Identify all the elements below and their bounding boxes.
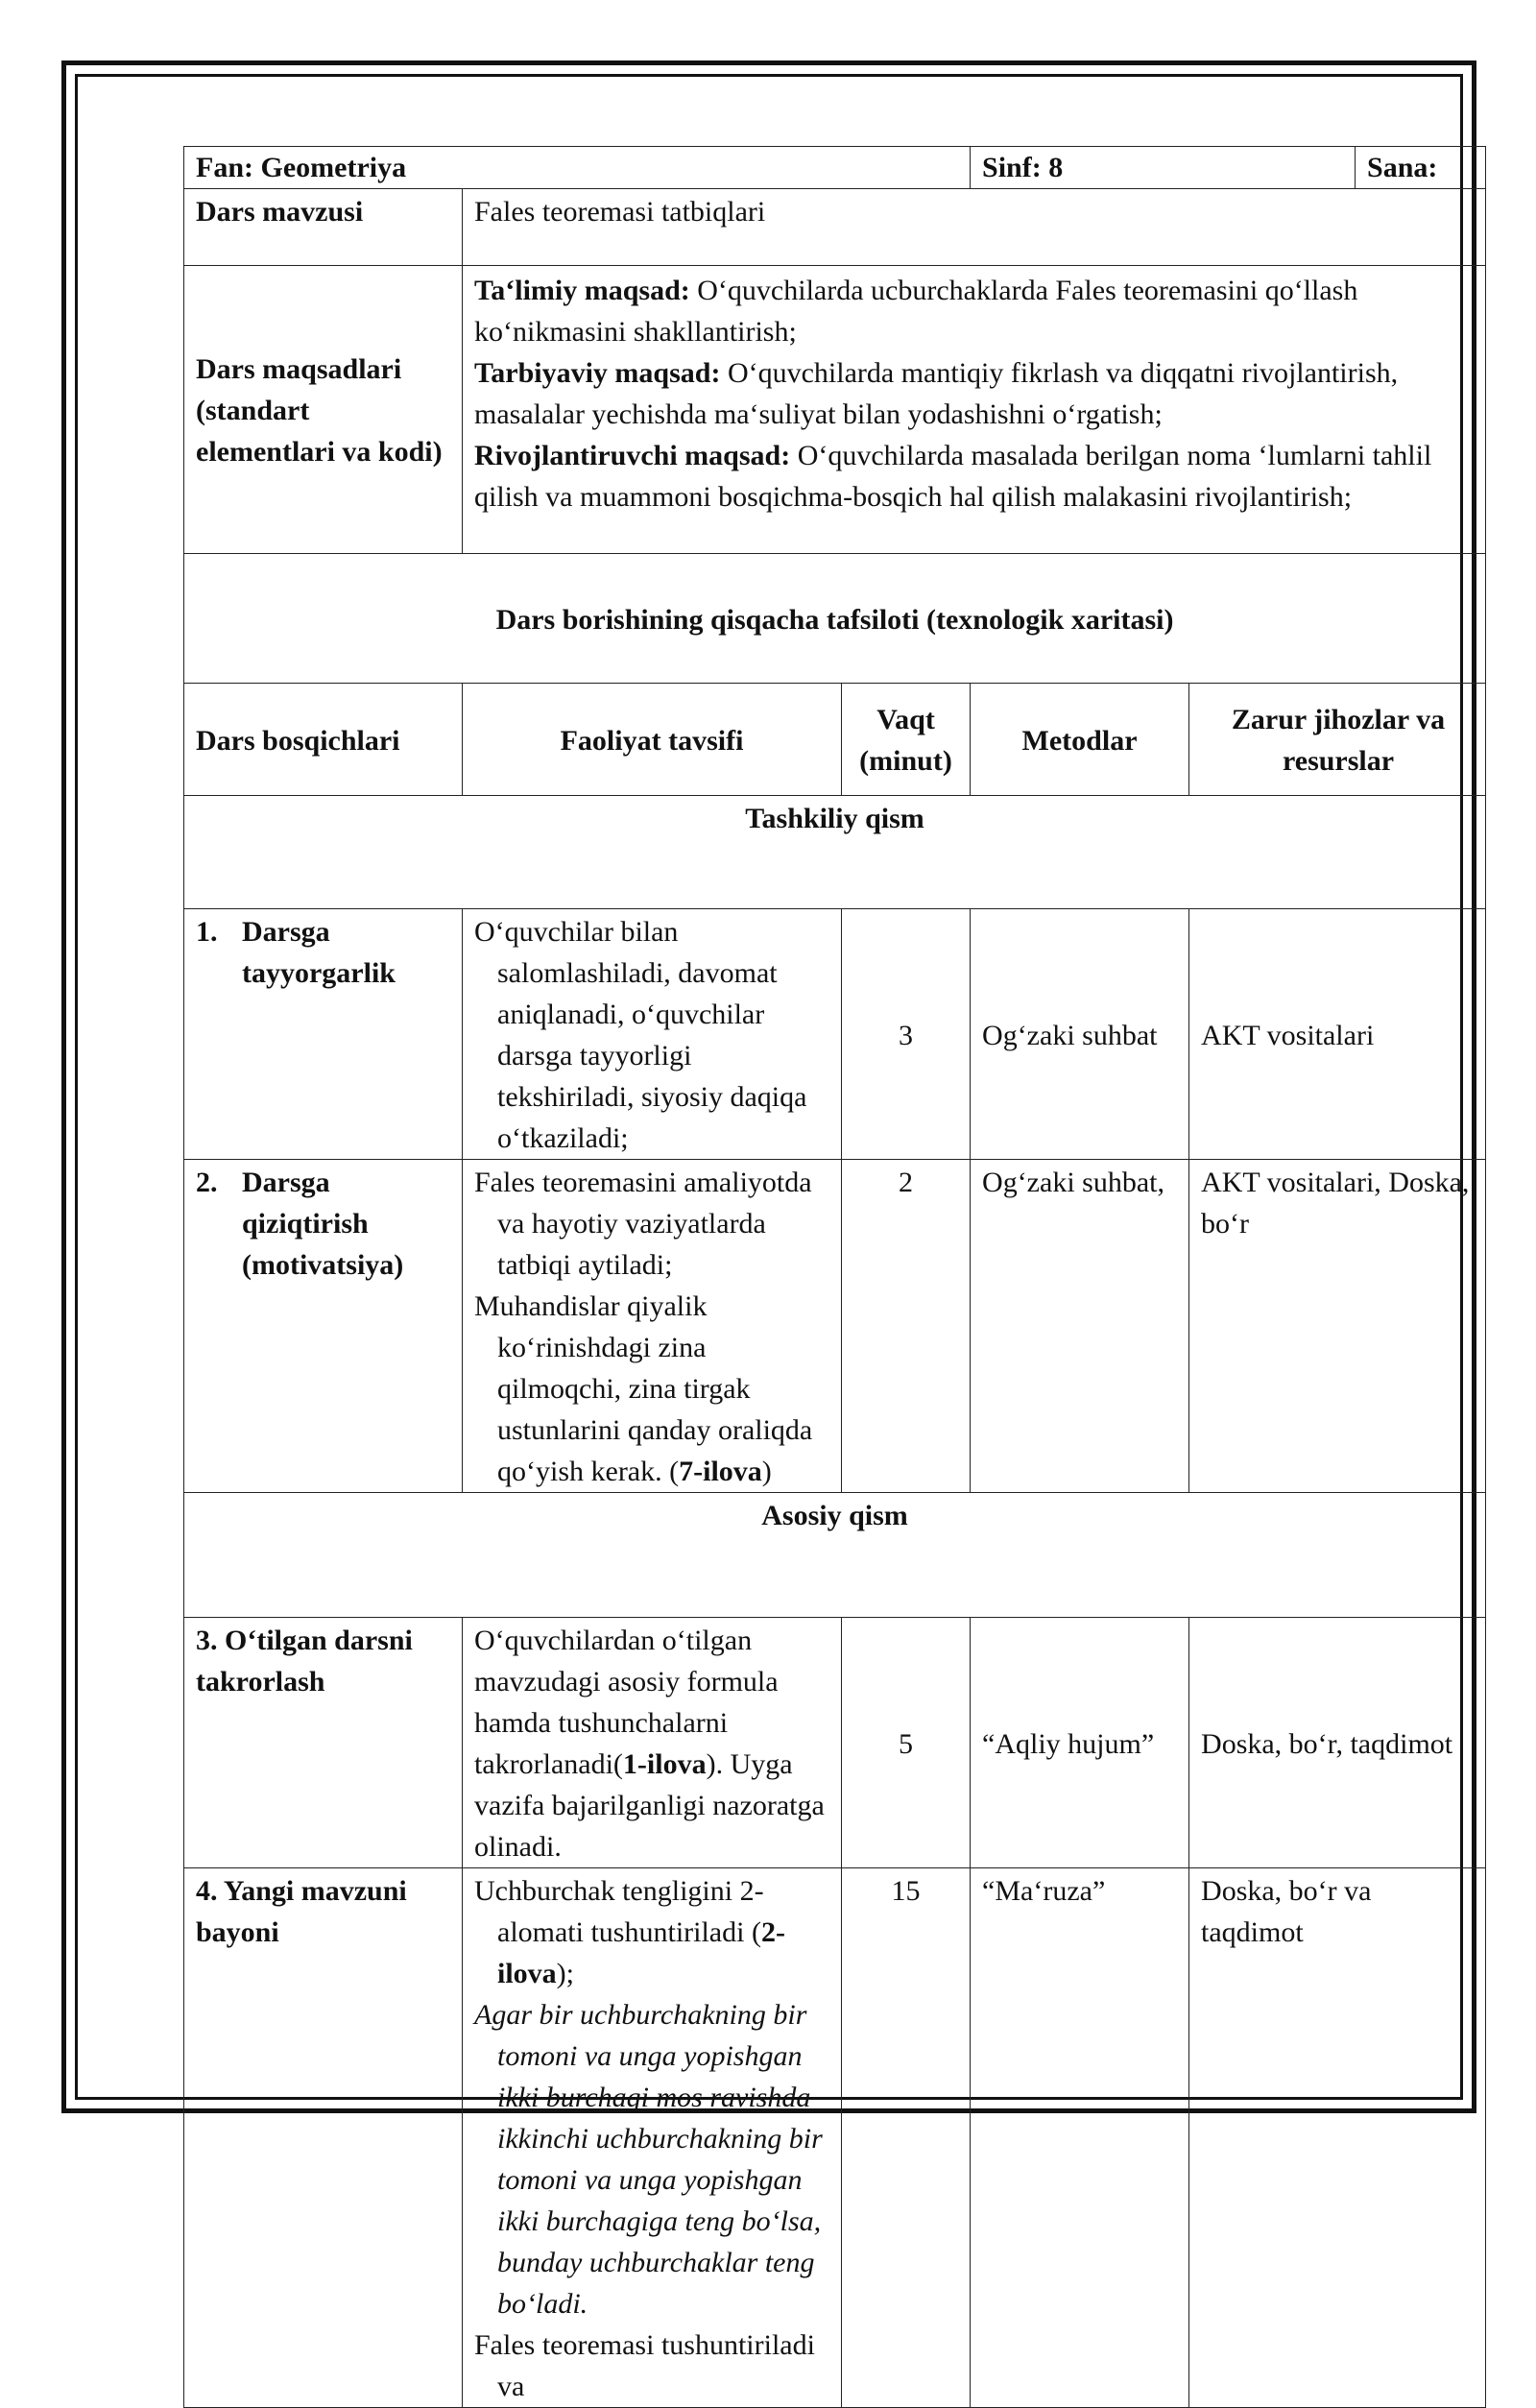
activity-part: ); — [556, 1958, 574, 1989]
stage-title: Darsga tayyorgarlik — [242, 916, 396, 989]
goals-label: Dars maqsadlari (standart elementlari va kodi) — [196, 353, 443, 468]
col-time-label: Vaqt (minut) — [859, 704, 952, 777]
time-value: 15 — [891, 1875, 921, 1907]
goals-label-cell — [184, 266, 463, 554]
col-activity-label: Faoliyat tavsifi — [560, 724, 744, 757]
educational-goal-label: Taʻlimiy maqsad: — [474, 275, 690, 306]
time-cell — [842, 1160, 971, 1493]
subject-label: Fan: Geometriya — [196, 152, 407, 183]
activity-cell — [463, 909, 842, 1160]
col-stages-label: Dars bosqichlari — [196, 724, 400, 757]
time-value: 3 — [899, 1019, 914, 1051]
educational-goal — [474, 270, 1474, 352]
topic-value: Fales teoremasi tatbiqlari — [474, 196, 766, 228]
stage-cell — [184, 1868, 463, 2408]
overview-title-row — [184, 554, 1486, 684]
developing-goal — [474, 435, 1474, 518]
activity-part: ). Uyga vazifa bajarilganligi nazoratga olinadi. — [474, 1748, 825, 1863]
stage-title: Darsga qiziqtirish (motivatsiya) — [242, 1167, 404, 1281]
date-label: Sana: — [1367, 152, 1438, 183]
activity-cell — [463, 1868, 842, 2408]
time-cell — [842, 1868, 971, 2408]
stage-number: 2. — [196, 1167, 218, 1198]
table-row — [184, 1160, 1486, 1493]
developing-goal-label: Rivojlantiruvchi maqsad: — [474, 440, 791, 471]
activity-part: ) — [761, 1456, 772, 1487]
method-cell — [971, 1160, 1189, 1493]
activity-part: Muhandislar qiyalik koʻrinishdagi zina qilmoqchi, zina tirgak ustunlarini qanday oraliqda qoʻyish kerak. ( — [474, 1290, 813, 1487]
resources-cell — [1189, 1160, 1486, 1493]
upbringing-goal-label: Tarbiyaviy maqsad: — [474, 357, 721, 389]
appendix-ref: 1-ilova — [622, 1748, 707, 1780]
resources-cell — [1189, 1868, 1486, 2408]
resources-text: AKT vositalari, Doska, boʻr — [1201, 1167, 1470, 1240]
method-cell — [971, 1868, 1189, 2408]
resources-cell — [1189, 909, 1486, 1160]
stage-cell — [184, 1618, 463, 1868]
stage-title: 4. Yangi mavzuni bayoni — [196, 1875, 407, 1948]
section-main-title: Asosiy qism — [761, 1500, 908, 1531]
activity-text — [474, 1870, 829, 1994]
method-cell — [971, 909, 1189, 1160]
goals-text-cell — [463, 266, 1486, 554]
time-cell — [842, 909, 971, 1160]
table-row — [184, 909, 1486, 1160]
time-value: 2 — [899, 1167, 914, 1198]
col-methods — [971, 684, 1189, 796]
activity-text: Fales teoremasini amaliyotda va hayotiy vaziyatlarda tatbiqi aytiladi; — [474, 1167, 812, 1281]
section-organizational-cell — [184, 796, 1486, 909]
overview-title: Dars borishining qisqacha tafsiloti (texnologik xaritasi) — [495, 603, 1174, 636]
topic-value-cell — [463, 189, 1486, 266]
section-row-main — [184, 1493, 1486, 1618]
time-value: 5 — [899, 1727, 914, 1760]
overview-title-cell — [184, 554, 1486, 684]
col-stages — [184, 684, 463, 796]
upbringing-goal-text: Oʻquvchilarda mantiqiy fikrlash va diqqatni rivojlantirish, masalalar yechishda maʻsuliyat bilan yodashishni oʻrgatish; — [474, 357, 1399, 430]
col-methods-label: Metodlar — [1021, 724, 1138, 757]
date-cell — [1356, 147, 1486, 189]
resources-text: AKT vositalari — [1201, 1019, 1375, 1051]
method-cell — [971, 1618, 1189, 1868]
resources-cell — [1189, 1618, 1486, 1868]
section-row-organizational — [184, 796, 1486, 909]
header-row — [184, 147, 1486, 189]
grade-label: Sinf: 8 — [982, 152, 1064, 183]
method-text: “Aqliy hujum” — [982, 1727, 1155, 1760]
activity-cell — [463, 1618, 842, 1868]
col-resources — [1189, 684, 1486, 796]
educational-goal-text: Oʻquvchilarda ucburchaklarda Fales teoremasini qoʻllash koʻnikmasini shakllantirish; — [474, 275, 1358, 348]
col-activity — [463, 684, 842, 796]
section-organizational-title: Tashkiliy qism — [745, 803, 924, 834]
time-cell — [842, 1618, 971, 1868]
stage-number: 1. — [196, 916, 218, 948]
stage-title: 3. Oʻtilgan darsni takrorlash — [196, 1625, 413, 1698]
col-resources-label: Zarur jihozlar va resurslar — [1231, 704, 1446, 777]
activity-cell — [463, 1160, 842, 1493]
subject-cell — [184, 147, 971, 189]
topic-label: Dars mavzusi — [196, 196, 364, 228]
goals-row — [184, 266, 1486, 554]
activity-text: Oʻquvchilar bilan salomlashiladi, davomat aniqlanadi, oʻquvchilar darsga tayyorligi tekshiriladi, siyosiy daqiqa oʻtkaziladi; — [474, 916, 807, 1154]
activity-part: Uchburchak tengligini 2-alomati tushuntiriladi ( — [474, 1875, 764, 1948]
grade-cell — [971, 147, 1356, 189]
activity-text: Fales teoremasi tushuntiriladi va — [474, 2329, 815, 2402]
appendix-ref: 2-ilova — [497, 1916, 785, 1989]
section-main-cell — [184, 1493, 1486, 1618]
stage-cell — [184, 1160, 463, 1493]
resources-text: Doska, boʻr, taqdimot — [1201, 1727, 1453, 1760]
column-header-row — [184, 684, 1486, 796]
method-text: Ogʻzaki suhbat, — [982, 1167, 1164, 1198]
topic-label-cell — [184, 189, 463, 266]
theorem-statement: Agar bir uchburchakning bir tomoni va unga yopishgan ikki burchagi mos ravishda ikkinchi uchburchakning bir tomoni va unga yopishgan ikki burchagiga teng boʻlsa, bunday uchburchaklar teng boʻladi. — [474, 1999, 823, 2320]
upbringing-goal — [474, 352, 1474, 435]
activity-part: Oʻquvchilardan oʻtilgan mavzudagi asosiy formula hamda tushunchalarni takrorlanadi( — [474, 1625, 779, 1780]
activity-text — [474, 1286, 829, 1492]
developing-goal-text: Oʻquvchilarda masalada berilgan noma ʻlumlarni tahlil qilish va muammoni bosqichma-bosqich hal qilish malakasini rivojlantirish; — [474, 440, 1432, 513]
resources-text: Doska, boʻr va taqdimot — [1201, 1875, 1372, 1948]
table-row — [184, 1868, 1486, 2408]
topic-row — [184, 189, 1486, 266]
appendix-ref: 7-ilova — [679, 1456, 762, 1487]
method-text: Ogʻzaki suhbat — [982, 1019, 1158, 1051]
table-row — [184, 1618, 1486, 1868]
method-text: “Maʻruza” — [982, 1875, 1106, 1907]
lesson-plan-table — [183, 146, 1486, 2408]
stage-cell — [184, 909, 463, 1160]
col-time — [842, 684, 971, 796]
